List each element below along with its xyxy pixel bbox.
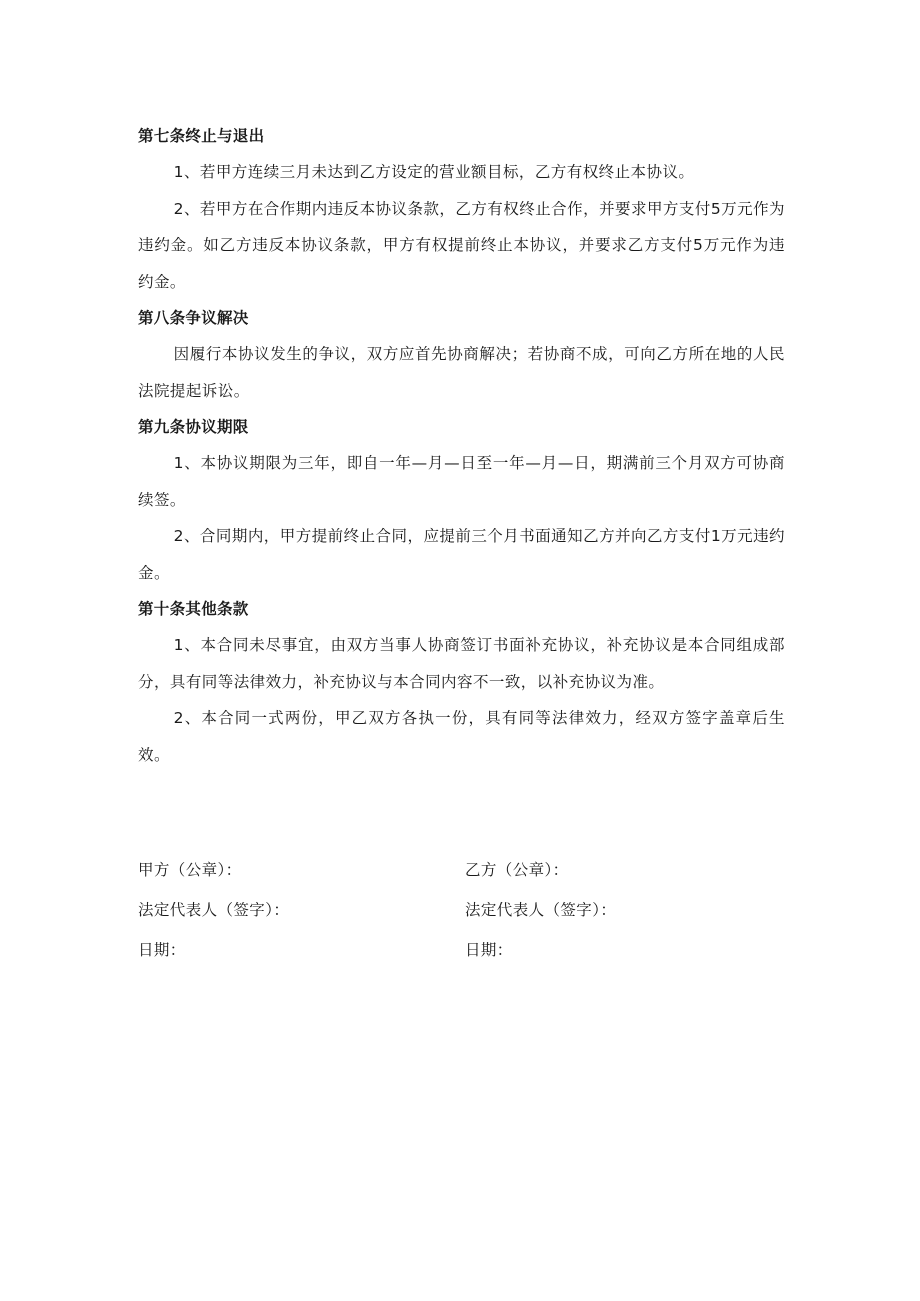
party-b-seal-label: 乙方（公章）： bbox=[465, 861, 569, 879]
section-9-heading: 第九条协议期限 bbox=[138, 418, 249, 436]
contract-body bbox=[138, 118, 785, 773]
party-a-date-label: 日期： bbox=[138, 941, 186, 959]
section-7-heading: 第七条终止与退出 bbox=[138, 127, 265, 145]
signature-block bbox=[138, 850, 785, 970]
section-8-clause-1: 因履行本协议发生的争议，双方应首先协商解决；若协商不成，可向乙方所在地的人民法院提起诉讼。 bbox=[138, 345, 785, 400]
party-b-date-label: 日期： bbox=[465, 941, 513, 959]
party-b-signature bbox=[465, 850, 785, 970]
party-a-representative-label: 法定代表人（签字）： bbox=[138, 901, 290, 919]
section-9-clause-1: 1、本协议期限为三年，即自一年—月—日至一年—月—日，期满前三个月双方可协商续签。 bbox=[138, 454, 785, 509]
section-7-clause-1: 1、若甲方连续三月未达到乙方设定的营业额目标，乙方有权终止本协议。 bbox=[173, 163, 695, 181]
party-b-representative-label: 法定代表人（签字）： bbox=[465, 901, 617, 919]
section-10-heading: 第十条其他条款 bbox=[138, 600, 249, 618]
party-a-seal-label: 甲方（公章）： bbox=[138, 861, 242, 879]
section-10-clause-2: 2、本合同一式两份，甲乙双方各执一份，具有同等法律效力，经双方签字盖章后生效。 bbox=[138, 709, 785, 764]
section-10-clause-1: 1、本合同未尽事宜，由双方当事人协商签订书面补充协议，补充协议是本合同组成部分，具有同等法律效力，补充协议与本合同内容不一致，以补充协议为准。 bbox=[138, 636, 785, 691]
section-8-heading: 第八条争议解决 bbox=[138, 309, 249, 327]
section-9-clause-2: 2、合同期内，甲方提前终止合同，应提前三个月书面通知乙方并向乙方支付1万元违约金。 bbox=[138, 527, 785, 582]
section-7-clause-2: 2、若甲方在合作期内违反本协议条款，乙方有权终止合作，并要求甲方支付5万元作为违约金。如乙方违反本协议条款，甲方有权提前终止本协议，并要求乙方支付5万元作为违约金。 bbox=[138, 199, 785, 291]
party-a-signature bbox=[138, 850, 458, 970]
